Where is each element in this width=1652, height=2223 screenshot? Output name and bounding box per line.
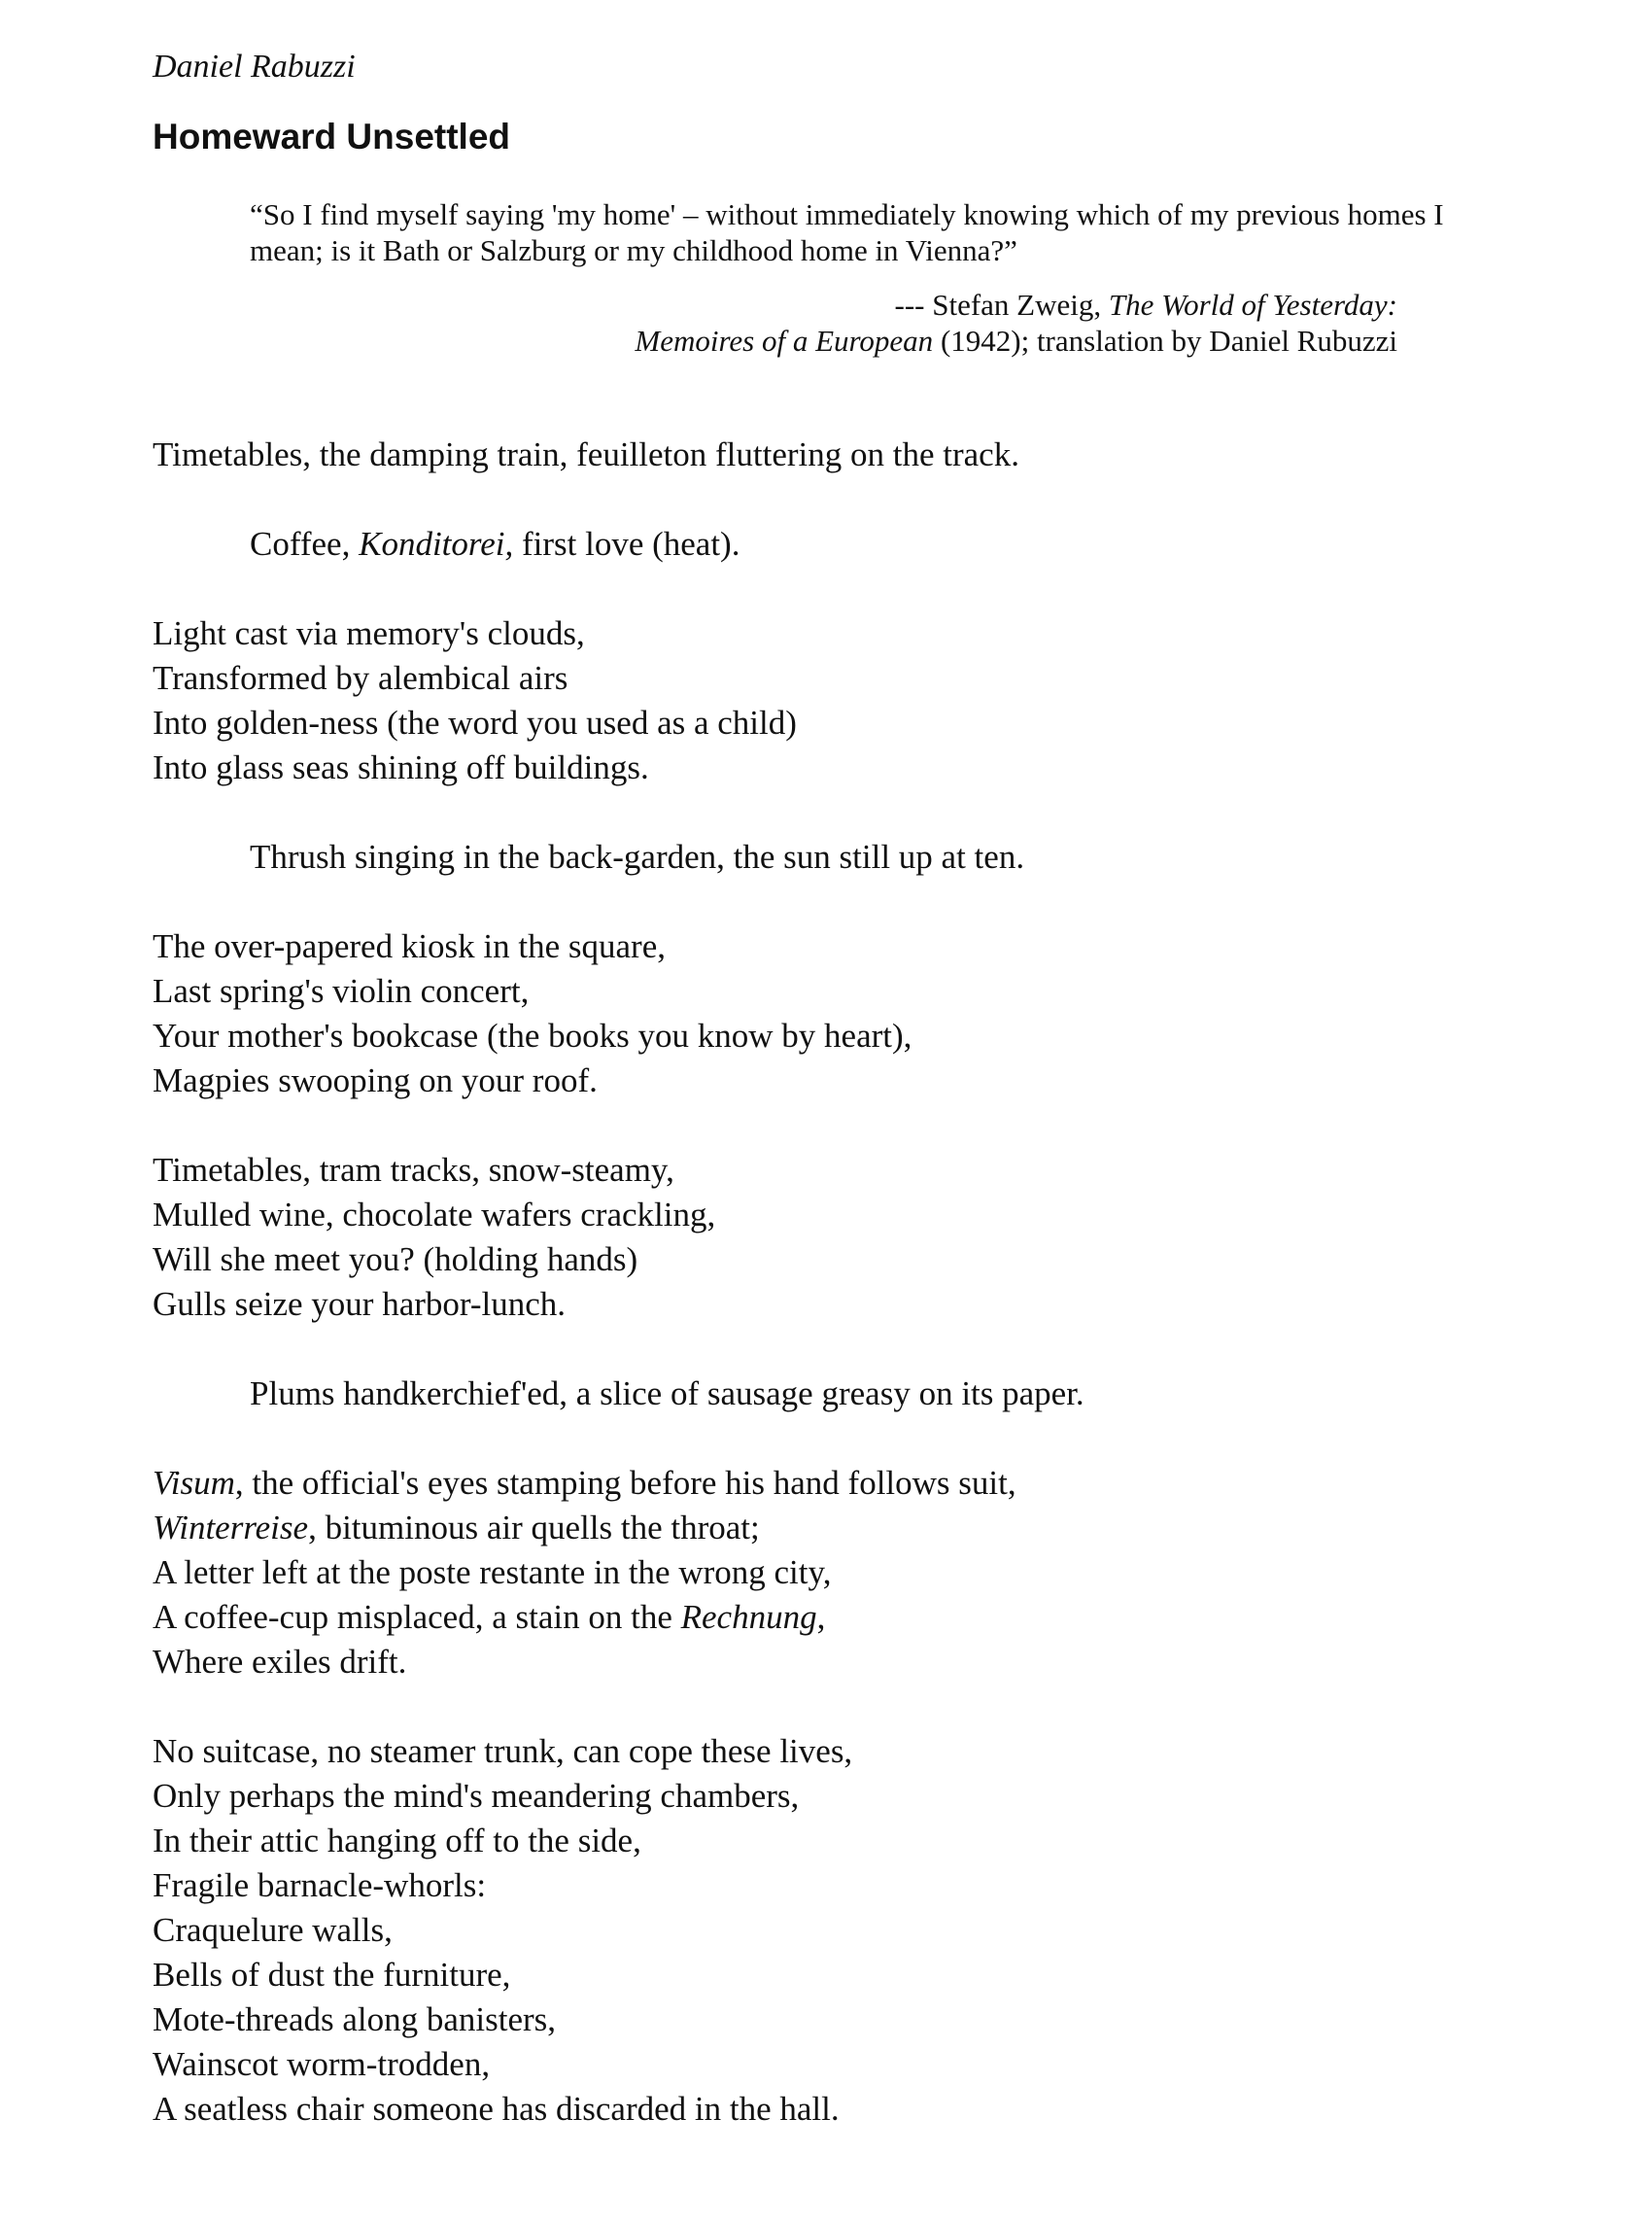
poem-line bbox=[250, 522, 1562, 567]
poem-line: A seatless chair someone has discarded in the hall. bbox=[153, 2090, 840, 2128]
attribution-line-2 bbox=[635, 323, 1397, 359]
stanza-4 bbox=[153, 835, 1562, 880]
poem-line: Craquelure walls, bbox=[153, 1911, 393, 1949]
poem-line: Into golden-ness (the word you used as a child) bbox=[153, 704, 797, 742]
poem-line: Transformed by alembical airs bbox=[153, 659, 568, 697]
italic-word: Konditorei, bbox=[359, 525, 514, 563]
poem-line: Thrush singing in the back-garden, the sun still up at ten. bbox=[250, 838, 1025, 876]
stanza-3 bbox=[153, 611, 1562, 790]
poem-body bbox=[153, 433, 1562, 2176]
poem-line: Mote-threads along banisters, bbox=[153, 2000, 557, 2038]
poem-line: Mulled wine, chocolate wafers crackling, bbox=[153, 1196, 716, 1233]
poem-line: Will she meet you? (holding hands) bbox=[153, 1240, 638, 1278]
stanza-2 bbox=[153, 522, 1562, 567]
line-part: , bituminous air quells the throat; bbox=[308, 1509, 760, 1546]
line-part: , bbox=[816, 1598, 826, 1636]
poem-line: Wainscot worm-trodden, bbox=[153, 2045, 491, 2083]
stanza-8 bbox=[153, 1461, 1562, 1685]
poem-line: Last spring's violin concert, bbox=[153, 972, 530, 1010]
stanza-7 bbox=[153, 1372, 1562, 1416]
poem-line: Timetables, tram tracks, snow-steamy, bbox=[153, 1151, 674, 1189]
line-part: Coffee, bbox=[250, 525, 351, 563]
italic-word: Winterreise bbox=[153, 1509, 309, 1546]
poem-line: A letter left at the poste restante in the wrong city, bbox=[153, 1553, 832, 1591]
poem-line bbox=[153, 1461, 1562, 1506]
line-part: A coffee-cup misplaced, a stain on the bbox=[153, 1598, 672, 1636]
poem-line: Plums handkerchief'ed, a slice of sausage greasy on its paper. bbox=[250, 1374, 1084, 1412]
poem-line: Your mother's bookcase (the books you know by heart), bbox=[153, 1017, 912, 1055]
poem-line: Light cast via memory's clouds, bbox=[153, 614, 585, 652]
stanza-9 bbox=[153, 1729, 1562, 2132]
poem-line: Only perhaps the mind's meandering chambers, bbox=[153, 1777, 800, 1815]
poem-line: Where exiles drift. bbox=[153, 1643, 407, 1681]
poem-line: No suitcase, no steamer trunk, can cope these lives, bbox=[153, 1732, 853, 1770]
poem-line: In their attic hanging off to the side, bbox=[153, 1822, 641, 1859]
book-title-part-1: The World of Yesterday: bbox=[1108, 288, 1397, 322]
author-name: Daniel Rabuzzi bbox=[153, 49, 356, 85]
poem-line: The over-papered kiosk in the square, bbox=[153, 927, 666, 965]
poem-title: Homeward Unsettled bbox=[153, 117, 511, 156]
book-title-part-2: Memoires of a European bbox=[635, 324, 934, 358]
poem-line: Bells of dust the furniture, bbox=[153, 1956, 511, 1994]
stanza-6 bbox=[153, 1148, 1562, 1327]
epigraph-attribution bbox=[635, 287, 1397, 359]
attribution-line-1 bbox=[635, 287, 1397, 323]
attribution-prefix: --- Stefan Zweig, bbox=[894, 288, 1102, 322]
poem-line bbox=[153, 1506, 1562, 1550]
italic-word: Rechnung bbox=[680, 1598, 817, 1636]
epigraph-quote: “So I find myself saying 'my home' – without immediately knowing which of my previous homes I mean; is it Bath or Salzburg or my childhood home in Vienna?” bbox=[250, 197, 1444, 267]
poem-line: Timetables, the damping train, feuilleton fluttering on the track. bbox=[153, 435, 1019, 473]
poem-line: Gulls seize your harbor-lunch. bbox=[153, 1285, 567, 1323]
line-part: first love (heat). bbox=[521, 525, 740, 563]
attribution-suffix: (1942); translation by Daniel Rubuzzi bbox=[940, 324, 1397, 358]
stanza-1 bbox=[153, 433, 1562, 477]
italic-word: Visum bbox=[153, 1464, 235, 1502]
poem-line: Fragile barnacle-whorls: bbox=[153, 1866, 487, 1904]
poem-line: Magpies swooping on your roof. bbox=[153, 1061, 598, 1099]
stanza-5 bbox=[153, 924, 1562, 1103]
line-part: , the official's eyes stamping before his hand follows suit, bbox=[234, 1464, 1016, 1502]
poem-line bbox=[153, 1595, 1562, 1640]
poem-line: Into glass seas shining off buildings. bbox=[153, 748, 649, 786]
